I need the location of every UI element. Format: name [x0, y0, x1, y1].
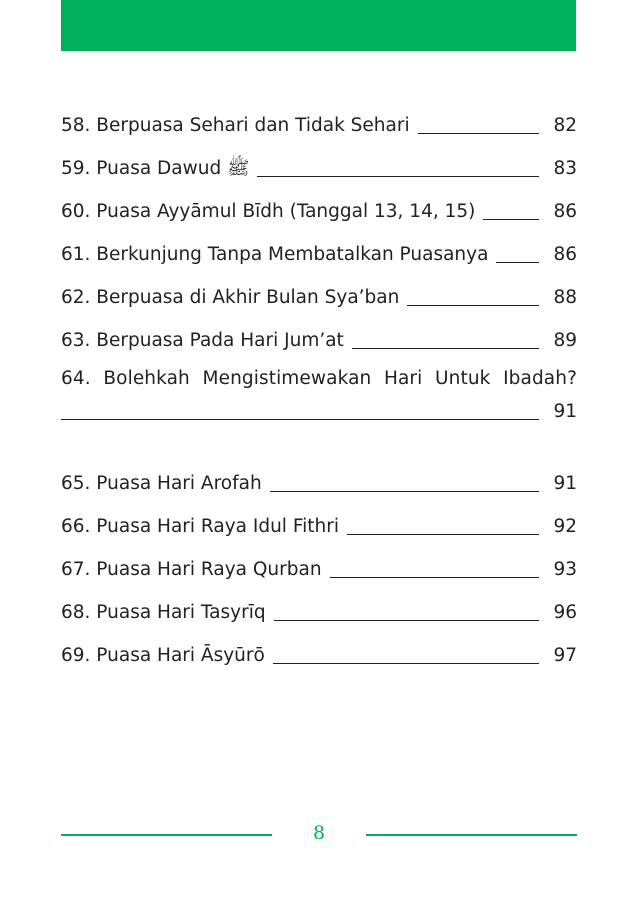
toc-entry-67[interactable] [61, 539, 577, 582]
toc-entry-title: 68. Puasa Hari Tasyrīq [61, 602, 266, 623]
toc-entry-59[interactable] [61, 138, 577, 181]
toc-entry-continuation [61, 391, 577, 424]
toc-entry-title: 60. Puasa Ayyāmul Bīdh (Tanggal 13, 14, 15) [61, 201, 476, 222]
toc-entry-page: 91 [553, 473, 577, 494]
toc-leader-line [61, 418, 539, 420]
toc-entry-62[interactable] [61, 267, 577, 310]
toc-entry-63[interactable] [61, 310, 577, 353]
toc-entry-58[interactable] [61, 95, 577, 138]
toc-entry-60[interactable] [61, 181, 577, 224]
toc-leader-line [270, 490, 539, 492]
footer-rule-right [366, 834, 577, 836]
toc-entry-page: 89 [553, 330, 577, 351]
table-of-contents [61, 95, 577, 668]
toc-leader-line [483, 218, 539, 220]
toc-entry-title: 66. Puasa Hari Raya Idul Fithri [61, 516, 339, 537]
toc-entry-69[interactable] [61, 625, 577, 668]
toc-leader-line [347, 533, 539, 535]
toc-entry-title: 64. Bolehkah Mengistimewakan Hari Untuk Ibadah? [61, 368, 577, 389]
toc-leader-line [418, 132, 539, 134]
toc-entry-65[interactable] [61, 453, 577, 496]
toc-leader-line [352, 347, 539, 349]
toc-leader-line [496, 261, 539, 263]
toc-entry-64[interactable] [61, 367, 577, 453]
toc-entry-page: 97 [553, 645, 577, 666]
page-footer [61, 822, 577, 850]
page-number: 8 [312, 822, 326, 844]
toc-entry-title: 58. Berpuasa Sehari dan Tidak Sehari [61, 115, 410, 136]
toc-entry-title: 61. Berkunjung Tanpa Membatalkan Puasanya [61, 244, 489, 265]
toc-entry-page: 88 [553, 287, 577, 308]
toc-entry-page: 82 [553, 115, 577, 136]
toc-leader-line [330, 576, 539, 578]
toc-entry-title: 59. Puasa Dawud ﷺ [61, 158, 250, 179]
toc-leader-line [273, 662, 539, 664]
toc-entry-page: 92 [553, 516, 577, 537]
toc-entry-66[interactable] [61, 496, 577, 539]
toc-entry-title: 67. Puasa Hari Raya Qurban [61, 559, 322, 580]
toc-leader-line [407, 304, 539, 306]
toc-entry-title: 63. Berpuasa Pada Hari Jum’at [61, 330, 344, 351]
toc-leader-line [274, 619, 539, 621]
toc-leader-line [257, 175, 539, 177]
toc-entry-title: 69. Puasa Hari Āsyūrō [61, 645, 265, 666]
toc-entry-page: 86 [553, 244, 577, 265]
header-green-bar [61, 0, 576, 51]
toc-entry-title: 62. Berpuasa di Akhir Bulan Sya’ban [61, 287, 400, 308]
toc-entry-page: 83 [553, 158, 577, 179]
toc-entry-page: 86 [553, 201, 577, 222]
toc-entry-page: 93 [553, 559, 577, 580]
toc-entry-68[interactable] [61, 582, 577, 625]
toc-entry-61[interactable] [61, 224, 577, 267]
toc-entry-page: 91 [553, 401, 577, 422]
toc-entry-title: 65. Puasa Hari Arofah [61, 473, 262, 494]
toc-entry-page: 96 [553, 602, 577, 623]
